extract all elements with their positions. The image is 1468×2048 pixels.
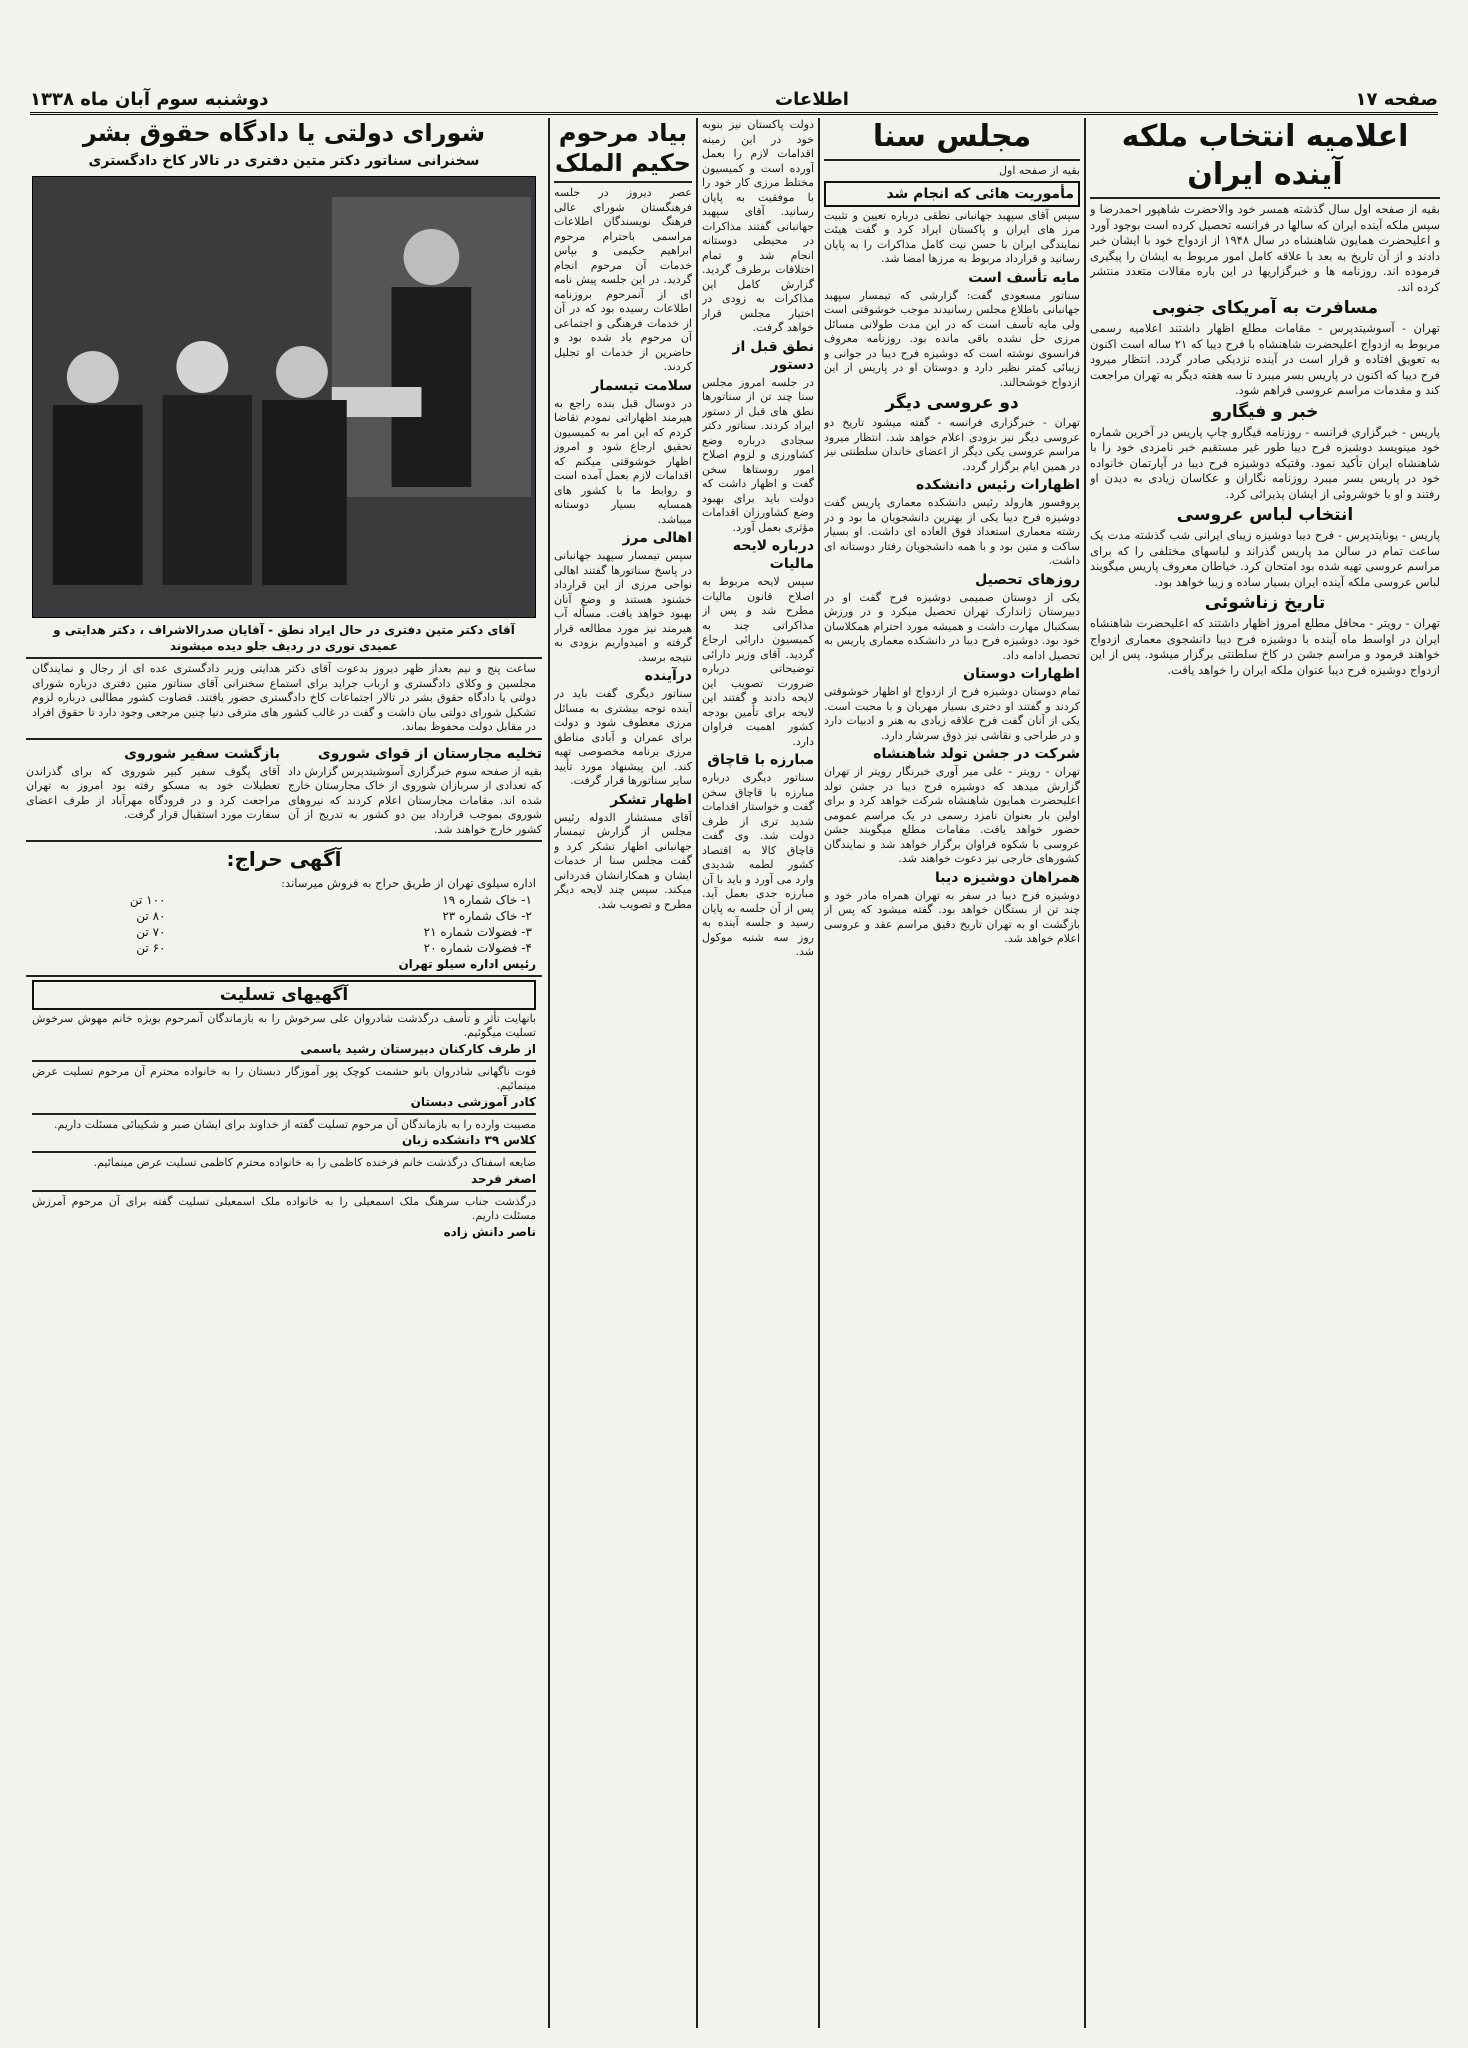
condolence-text: فوت ناگهانی شادروان بانو حشمت کوچک پور آموزگار دبستان را به خانواده محترم آن مرحوم تسلیت عرض مینمائیم. bbox=[32, 1064, 536, 1092]
auction-title: آگهی حراج: bbox=[226, 847, 342, 871]
divider bbox=[26, 975, 542, 977]
article-text: یکی از دوستان صمیمی دوشیزه فرح گفت او در دبیرستان ژاندارک تهران تحصیل میکرد و در ورزش بسکتبال مهارت داشت و همیشه مورد احترام همکلاسان خود بود. دوشیزه فرح دیبا در دانشکده معماری پاریس به تحصیل ادامه داد. bbox=[824, 590, 1080, 662]
article-text: ساعت پنج و نیم بعداز ظهر دیروز بدعوت آقای دکتر هدایتی وزیر دادگستری عده ای از رجال و نمایندگان مجلسین و وکلای دادگستری و ارباب جراید برای استماع سخنرانی آقای سناتور متین دفتری درباره شورای دولتی یا دادگاه حقوق بشر در تالار اجتماعات کاخ دادگستری حضور یافتند. قضاوت کشور مطالبی درباره لزوم تشکیل شورای دولتی بیان داشت و گفت در غالب کشور های مترقی دنیا چنین مرجعی وجود دارد تا حقوق افراد در مقابل دولت محفوظ بماند. bbox=[32, 662, 536, 733]
divider bbox=[824, 159, 1080, 161]
subheadline: شرکت در جشن تولد شاهنشاه bbox=[873, 746, 1080, 762]
item-cell: ۲- خاک شماره ۲۳ bbox=[442, 908, 532, 923]
divider bbox=[32, 1190, 536, 1192]
divider bbox=[26, 657, 542, 659]
subheadline: اهالی مرز bbox=[622, 530, 692, 546]
item-cell: ۴- فضولات شماره ۲۰ bbox=[423, 940, 532, 955]
hungary-news bbox=[288, 743, 542, 838]
subheadline: سلامت تیسمار bbox=[591, 377, 692, 394]
ambassador-news bbox=[26, 743, 280, 838]
condolence-text: درگذشت جناب سرهنگ ملک اسمعیلی را به خانواده ملک اسمعیلی تسلیت گفته برای آن مرحوم آمرزش مسئلت داریم. bbox=[32, 1194, 536, 1222]
article-text: عصر دیروز در جلسه فرهنگستان شورای عالی فرهنگ نویسندگان اطلاعات مراسمی باحترام مرحوم ابراهیم حکیمی و بپاس خدمات آن مرحوم انجام گردید. در این جلسه پیش نامه ای از آنمرحوم بروزنامه اطلاعات رسیده بود که در آن از خدمات فرهنگی و اجتماعی آن مرحوم یاد شده بود و حاضرین از خدمات او تجلیل کردند. bbox=[554, 186, 692, 373]
article-royal-engagement bbox=[1090, 118, 1440, 2030]
article-text: تمام دوستان دوشیزه فرح از ازدواج او اظهار خوشوقتی کردند و گفتند او دختری بسیار مهربان و با محبت است. یکی از آنان گفت فرح علاقه زیادی به هنر و ادبیات دارد و در طراحی و نقاشی نیز ذوق سرشار دارد. bbox=[824, 685, 1080, 742]
headline: شورای دولتی یا دادگاه حقوق بشر bbox=[82, 119, 486, 147]
divider bbox=[1090, 197, 1440, 199]
article-text: دولت پاکستان نیز بنوبه خود در این زمینه اقدامات لازم را بعمل آورده است و کمیسیون مختلط مرزی کار خود را با موفقیت به پایان رسانید. آقای سپهبد جهانبانی گفتند مذاکرات در محیطی دوستانه انجام شد و تمام اختلافات برطرف گردید. گزارش کامل این مذاکرات به زودی در اختیار مجلس قرار خواهد گرفت. bbox=[702, 118, 814, 334]
table-row bbox=[32, 908, 536, 924]
article-text: تهران - خبرگزاری فرانسه - گفته میشود تاریخ دو عروسی دیگر نیز بزودی اعلام خواهد شد. انتظار میرود مراسم عروسی یکی دیگر از اعضای خاندان سلطنتی نیز در همین ایام برگزار گردد. bbox=[824, 416, 1080, 473]
article-text: تهران - رویتر - محافل مطلع امروز اظهار داشتند که اعلیحضرت شاهنشاه ایران در اواسط ماه آینده با دوشیزه فرح دیبا دانشجوی معماری ازدواج خواهند فرمود و مراسم جشن در کاخ سلطنتی برگزار میشود. پس از این ازدواج دوشیزه فرح دیبا عنوان ملکه ایران را خواهد یافت. bbox=[1090, 616, 1440, 677]
divider bbox=[26, 738, 542, 740]
subheadline: مبارزه با قاچاق bbox=[707, 752, 814, 768]
article-text: آقای مستشار الدوله رئیس مجلس از گزارش تیمسار جهانبانی اظهار تشکر کرد و گفت مجلس سنا از خدمات ایشان و همکارانشان قدردانی میکند. سپس چند لایحه دیگر مطرح و تصویب شد. bbox=[554, 810, 692, 911]
condolence-signature: از طرف کارکنان دبیرستان رشید یاسمی bbox=[300, 1041, 536, 1056]
article-text: سناتور مسعودی گفت: گزارشی که تیمسار سپهبد جهانبانی باطلاع مجلس رسانیدند موجب خوشوقتی است ولی مایه تأسف است که در این مدت طولانی مسائل مرزی حل نشده باقی مانده بود. روزنامه معروف فرانسوی نوشته است که دوشیزه فرح دیبا در جوانی و زیبائی کمتر نظیر دارد و دوستان او در پاریس از این ازدواج خوشحالند. bbox=[824, 288, 1080, 389]
subheadline: مسافرت به آمریکای جنوبی bbox=[1151, 298, 1379, 318]
subheadline: بازگشت سفیر شوروی bbox=[124, 745, 280, 762]
auction-signature: رئیس اداره سیلو تهران bbox=[398, 956, 536, 971]
qty-cell: ۱۰۰ تن bbox=[129, 892, 166, 907]
condolence-signature: کلاس ۳۹ دانشکده زبان bbox=[402, 1133, 536, 1147]
article-text: سناتور دیگری درباره مبارزه با قاچاق سخن گفت و خواستار اقدامات شدید تری از طرف دولت شد. وی گفت قاچاق کالا به اقتصاد کشور لطمه شدیدی وارد می آورد و باید با آن مبارزه جدی بعمل آید. پس از آن جلسه به پایان رسید و جلسه آینده به روز سه شنبه موکول شد. bbox=[702, 771, 814, 958]
subheadline: تخلیه مجارستان از قوای شوروی bbox=[317, 745, 542, 762]
subheadline: دو عروسی دیگر bbox=[885, 393, 1019, 413]
article-text: پاریس - خبرگزاری فرانسه - روزنامه فیگارو چاپ پاریس در آخرین شماره خود مینویسد دوشیزه فرح دیبا طور غیر مستقیم خبر نامزدی خود را با شاهنشاه ایران تأکید نمود. وقتیکه دوشیزه فرح دیبا در آپارتمان خانواده خود در پاریس بسر میبرد روزنامه نگاران و عکاسان زیادی به دیدن او رفتند و او با خوشروئی از ایشان پذیرائی کرد. bbox=[1090, 424, 1440, 501]
article-text: در جلسه امروز مجلس سنا چند تن از سناتورها نطق های قبل از دستور ایراد کردند. سناتور دکتر سجادی درباره وضع کشاورزی و لزوم اصلاح امور روستاها سخن گفت و اظهار داشت که دولت باید برای بهبود وضع کشاورزان اقدامات مؤثری بعمل آورد. bbox=[702, 375, 814, 534]
subheadline: اظهار تشکر bbox=[610, 791, 692, 808]
article-text: سپس تیمسار سپهبد جهانبانی در پاسخ سناتورها گفتند اهالی نواحی مرزی از این قرارداد خشنود هستند و وضع آنان بهبود خواهد یافت. مسأله آب هیرمند نیز مورد مطالعه قرار گرفته و امیدواریم بزودی به نتیجه برسد. bbox=[554, 549, 692, 664]
article-senate-continued bbox=[824, 118, 1080, 2030]
article-text: سناتور دیگری گفت باید در آینده توجه بیشتری به مسائل مرزی معطوف شود و دولت برای عمران و آبادی مناطق مرزی برنامه مخصوصی تهیه کند. این پیشنهاد مورد تأیید سایر سناتورها قرار گرفت. bbox=[554, 687, 692, 787]
subheadline: انتخاب لباس عروسی bbox=[1176, 505, 1354, 525]
divider bbox=[26, 840, 542, 842]
condolence-text: مصیبت وارده را به بازماندگان آن مرحوم تسلیت گفته از خداوند برای ایشان صبر و شکیبائی مسئلت داریم. bbox=[54, 1117, 536, 1131]
condolence-text: بانهایت تأثر و تأسف درگذشت شادروان علی سرخوش را به بازماندگان آنمرحوم بویژه خانم مهوش سرخوش تسلیت میگوئیم. bbox=[32, 1011, 536, 1039]
issue-date: دوشنبه سوم آبان ماه ۱۳۳۸ bbox=[30, 88, 269, 110]
subheadline: اظهارات دوستان bbox=[963, 666, 1080, 682]
subheadline: نطق قبل از دستور bbox=[732, 338, 814, 373]
table-row bbox=[32, 892, 536, 908]
subheadline: درآینده bbox=[644, 668, 692, 684]
condolence-signature: کادر آموزشی دبستان bbox=[410, 1094, 536, 1109]
article-text: در دوسال قبل بنده راجع به هیرمند اظهاراتی نمودم تقاضا کردم که این امر به کمیسیون تحقیق ارجاع شود و امروز اظهار خوشوقتی میکنم که اقدامات لازم بعمل آمده است و روابط ما با کشور های همسایه بسیار دوستانه میباشد. bbox=[554, 396, 692, 526]
item-cell: ۱- خاک شماره ۱۹ bbox=[442, 892, 532, 907]
auction-notice bbox=[32, 846, 536, 972]
column-rule bbox=[548, 118, 550, 2028]
qty-cell: ۶۰ تن bbox=[136, 940, 166, 955]
qty-cell: ۷۰ تن bbox=[136, 924, 166, 939]
qty-cell: ۸۰ تن bbox=[136, 908, 166, 923]
paper-name: اطلاعات bbox=[775, 88, 849, 110]
article-text: بقیه از صفحه اول سال گذشته همسر خود والاحضرت شاهپور احمدرضا و سپس ملکه آینده ایران که سالها در فرانسه تحصیل کرده است بوجود آورد و اعلیحضرت همایون شاهنشاه در سال ۱۹۴۸ از ازدواج خود با ایشان خبر دادند و از آن تاریخ به بعد با علاقه کامل امور مربوط به ایشان را پیگیری فرموده اند. روزنامه ها و خبرگزاریها در این باره مقالات متعدد منتشر کرده اند. bbox=[1090, 202, 1440, 294]
article-hakim-ol-molk bbox=[554, 118, 692, 2030]
short-news-row bbox=[26, 743, 542, 838]
subheadline: سخنرانی سناتور دکتر متین دفتری در تالار کاخ دادگستری bbox=[88, 153, 480, 169]
article-text: پاریس - یونایتدپرس - فرح دیبا دوشیزه زیبای ایرانی شب گذشته مدت یک ساعت تمام در سالن مد پاریس گذراند و لباسهای مختلفی را که برای مراسم عروسی تهیه شده بود امتحان کرد. خیاطان معروف پاریس میگویند لباس عروسی ملکه آینده ایران بسیار ساده و زیبا خواهد بود. bbox=[1090, 528, 1440, 589]
auction-table bbox=[32, 892, 536, 956]
article-text: سپس لایحه مربوط به اصلاح قانون مالیات مطرح شد و پس از مذاکراتی چند به کمیسیون دارائی ارجاع گردید. آقای وزیر دارائی توضیحاتی درباره ضرورت تصویب این لایحه دادند و گفتند این لایحه برای تأمین بودجه کشور اهمیت فراوان دارد. bbox=[702, 575, 814, 748]
headline: اعلامیه انتخاب ملکه آینده ایران bbox=[1121, 119, 1409, 192]
article-text: سپس آقای سپهبد جهانبانی نطقی درباره تعیین و تثبیت مرز های ایران و پاکستان ایراد کرد و گفت هیئت نمایندگی ایران با حسن نیت کامل مذاکرات را به پایان رسانید و قرارداد مربوط به مرزها امضا شد. bbox=[824, 208, 1080, 265]
speech-article bbox=[32, 662, 536, 735]
article-text: آقای پگوف سفیر کبیر شوروی که برای گذراندن تعطیلات خود به مسکو رفته بود امروز به تهران مراجعت کرد و در فرودگاه مهرآباد از طرف اعضای سفارت مورد استقبال قرار گرفت. bbox=[26, 764, 280, 821]
page-number: صفحه ۱۷ bbox=[1355, 88, 1438, 110]
news-photo bbox=[32, 176, 536, 618]
subheadline: درباره لایحه مالیات bbox=[732, 538, 814, 572]
subheadline: همراهان دوشیزه دیبا bbox=[934, 869, 1080, 886]
article-senate-session bbox=[702, 118, 814, 2030]
page-header bbox=[30, 86, 1438, 115]
subheadline: اظهارات رئیس دانشکده bbox=[916, 477, 1080, 493]
headline: مجلس سنا bbox=[872, 119, 1032, 154]
photo-figures bbox=[33, 177, 535, 617]
column-rule bbox=[696, 118, 698, 2028]
condolence-signature: اصغر فرحد bbox=[470, 1171, 536, 1186]
divider bbox=[554, 181, 692, 183]
article-text: تهران - آسوشیتدپرس - مقامات مطلع اظهار داشتند اعلامیه رسمی مربوط به ازدواج اعلیحضرت شاهنشاه با فرح دیبا که ۲۱ ساله است اکنون به تعویق افتاده و قرار است در آینده نزدیکی صادر گردد. انتظار میرود فرح دیبا که اکنون در پاریس بسر میبرد تا سه هفته دیگر به تهران مراجعت کند و مقدمات مراسم عروسی فراهم شود. bbox=[1090, 321, 1440, 397]
item-cell: ۳- فضولات شماره ۲۱ bbox=[423, 924, 532, 939]
article-text: تهران - رویتر - علی میر آوری خبرنگار رویتر از تهران گزارش میدهد که دوشیزه فرح دیبا در جشن تولد اعلیحضرت همایون شاهنشاه شرکت خواهد کرد و برای اولین بار بعنوان نامزد رسمی در یک مراسم عمومی حضور خواهد یافت. مقامات مطلع میگویند جشن عروسی با شکوه فراوان برگزار خواهد شد و نمایندگان کشورهای خارجی نیز دعوت خواهند شد. bbox=[824, 765, 1080, 865]
divider bbox=[32, 1060, 536, 1062]
column-rule bbox=[1084, 118, 1086, 2028]
table-row bbox=[32, 940, 536, 956]
article-text: پروفسور هارولد رئیس دانشکده معماری پاریس گفت دوشیزه فرح دیبا یکی از بهترین دانشجویان ما بود و در رشته معماری استعداد فوق العاده ای داشت. او بسیار ساکت و متین بود و با همه دانشجویان رفتار دوستانه ای داشت. bbox=[824, 496, 1080, 567]
divider bbox=[32, 1113, 536, 1115]
condolence-title: آگهیهای تسلیت bbox=[32, 980, 536, 1010]
subheadline: روزهای تحصیل bbox=[975, 571, 1080, 588]
article-text: بقیه از صفحه سوم خبرگزاری آسوشیتدپرس گزارش داد که تعدادی از سربازان شوروی از خاک مجارستان خارج شده اند. مقامات مجارستان اعلام کردند که نیروهای شوروی بموجب قرارداد بین دو کشور به تدریج از آن کشور خارج خواهند شد. bbox=[288, 764, 542, 836]
article-text: دوشیزه فرح دیبا در سفر به تهران همراه مادر خود و چند تن از بستگان خواهد بود. گفته میشود که پس از بازگشت او به تهران تاریخ دقیق مراسم عقد و عروسی اعلام خواهد شد. bbox=[824, 888, 1080, 945]
subheadline: خبر و فیگارو bbox=[1211, 401, 1319, 422]
subheadline: مأموریت هائی که انجام شد bbox=[824, 181, 1080, 207]
column-rule bbox=[818, 118, 820, 2028]
article-text: بقیه از صفحه اول bbox=[999, 164, 1080, 177]
headline: بیاد مرحوم حکیم الملک bbox=[555, 119, 691, 177]
auction-text: اداره سیلوی تهران از طریق حراج به فروش میرساند: bbox=[281, 876, 536, 890]
photo-caption: آقای دکتر متین دفتری در حال ایراد نطق - آقایان صدرالاشراف ، دکتر هدایتی و عمیدی نوری در ردیف جلو دیده میشوند bbox=[53, 623, 515, 653]
table-row bbox=[32, 924, 536, 940]
subheadline: مایه تأسف است bbox=[968, 269, 1080, 286]
condolence-signature: ناصر دانش زاده bbox=[443, 1224, 536, 1239]
condolence-text: ضایعه اسفناک درگذشت خانم فرخنده کاظمی را به خانواده محترم کاظمی تسلیت عرض مینمائیم. bbox=[93, 1156, 536, 1169]
subheadline: تاریخ زناشوئی bbox=[1204, 593, 1326, 613]
condolence-notices bbox=[32, 980, 536, 1240]
article-state-council bbox=[26, 118, 542, 2030]
divider bbox=[32, 1151, 536, 1153]
